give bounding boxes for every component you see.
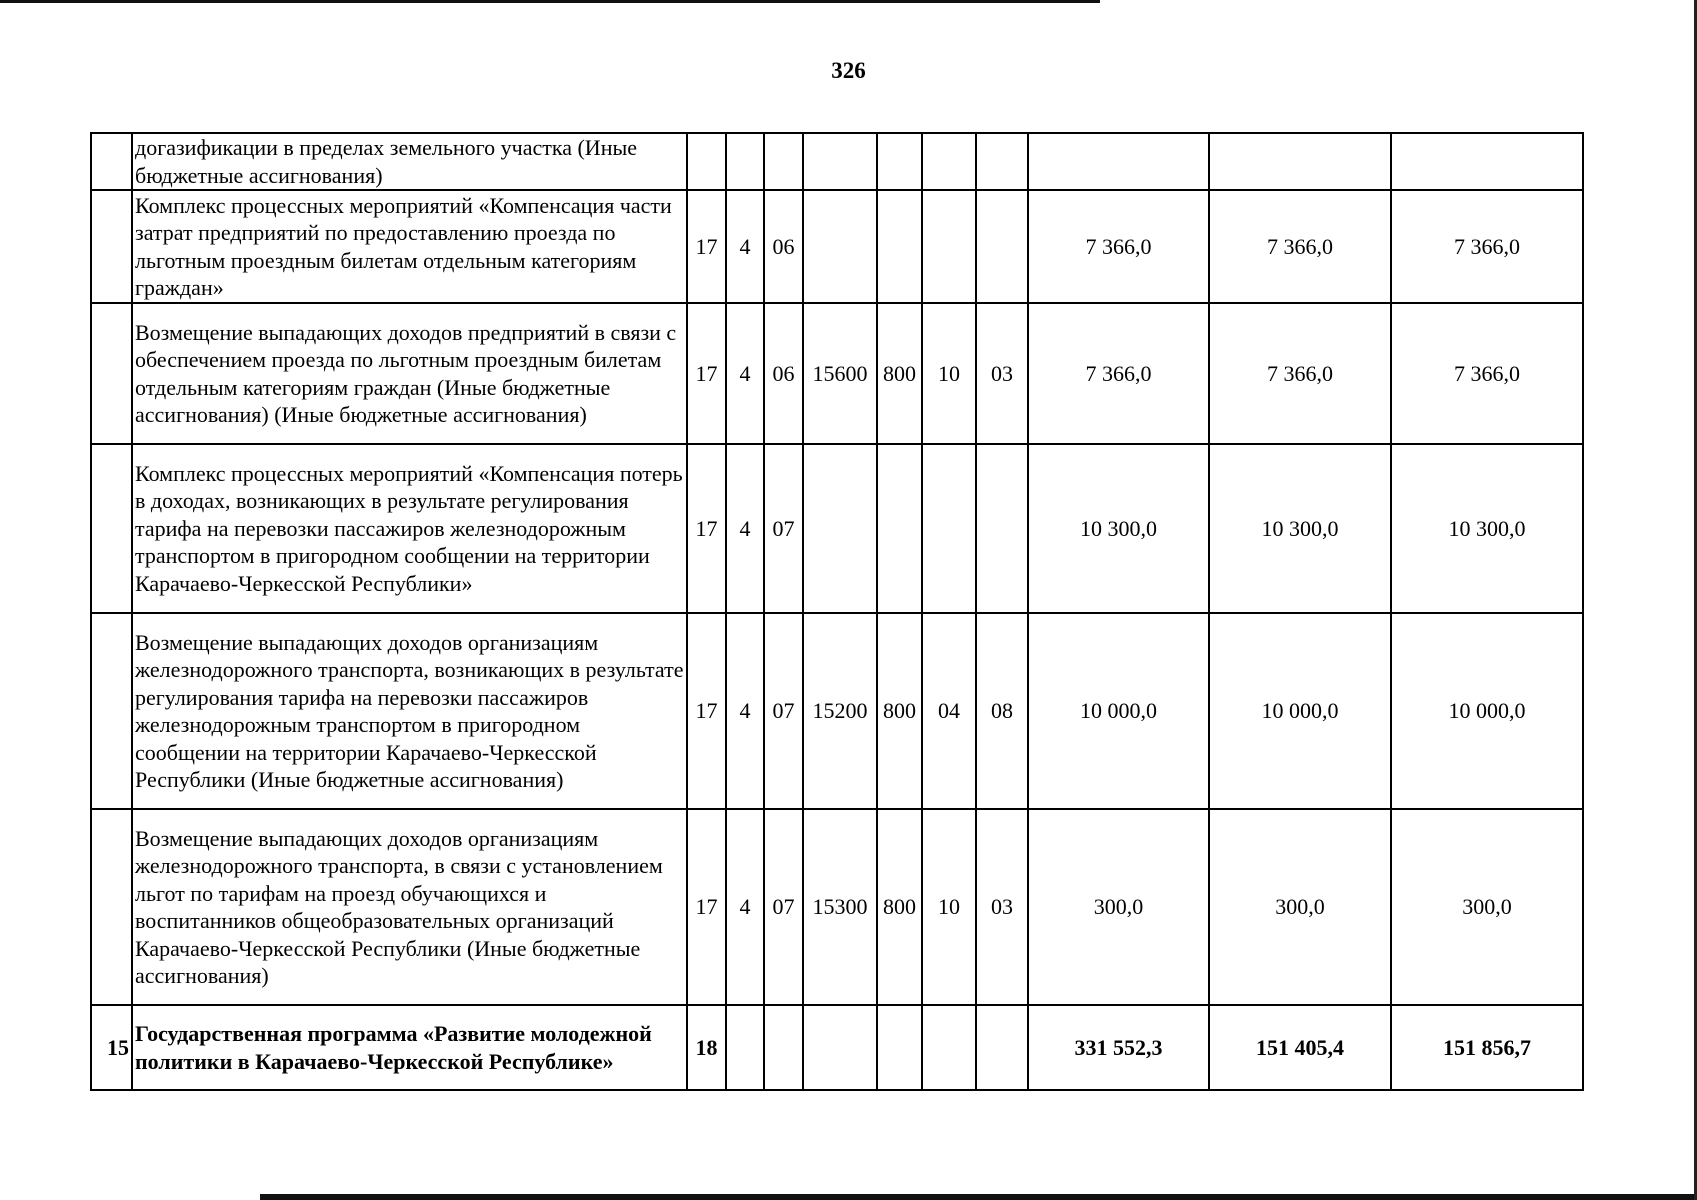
- code-cell: 4: [726, 613, 764, 809]
- row-description-cell: догазификации в пределах земельного участка (Иные бюджетные ассигнования): [132, 133, 687, 190]
- code-cell: 17: [687, 190, 726, 303]
- code-cell: 07: [764, 444, 803, 613]
- row-number-cell: [91, 133, 132, 190]
- table-row: [91, 613, 1583, 809]
- code-cell: 03: [976, 303, 1028, 444]
- scan-border-top: [0, 0, 1100, 3]
- amount-cell: 7 366,0: [1209, 303, 1391, 444]
- table-row: [91, 303, 1583, 444]
- code-cell: 17: [687, 444, 726, 613]
- code-cell: [877, 190, 922, 303]
- amount-cell: 10 300,0: [1028, 444, 1209, 613]
- code-cell: [976, 190, 1028, 303]
- code-cell: 15600: [803, 303, 877, 444]
- row-description-cell: Государственная программа «Развитие молодежной политики в Карачаево-Черкесской Республике»: [132, 1005, 687, 1090]
- amount-cell: 300,0: [1391, 809, 1583, 1005]
- code-cell: [922, 1005, 976, 1090]
- code-cell: 04: [922, 613, 976, 809]
- code-cell: 15200: [803, 613, 877, 809]
- code-cell: [976, 444, 1028, 613]
- code-cell: [877, 444, 922, 613]
- amount-cell: 10 300,0: [1209, 444, 1391, 613]
- code-cell: [687, 133, 726, 190]
- code-cell: 15300: [803, 809, 877, 1005]
- amount-cell: [1028, 133, 1209, 190]
- table-row: [91, 1005, 1583, 1090]
- amount-cell: 7 366,0: [1028, 303, 1209, 444]
- amount-cell: [1391, 133, 1583, 190]
- code-cell: 08: [976, 613, 1028, 809]
- amount-cell: 7 366,0: [1391, 190, 1583, 303]
- amount-cell: 10 300,0: [1391, 444, 1583, 613]
- code-cell: [877, 133, 922, 190]
- code-cell: 07: [764, 809, 803, 1005]
- table-row: [91, 809, 1583, 1005]
- code-cell: [922, 444, 976, 613]
- amount-cell: 151 856,7: [1391, 1005, 1583, 1090]
- amount-cell: 10 000,0: [1028, 613, 1209, 809]
- row-number-cell: 15: [91, 1005, 132, 1090]
- code-cell: [726, 1005, 764, 1090]
- code-cell: [922, 190, 976, 303]
- code-cell: [803, 190, 877, 303]
- code-cell: [803, 133, 877, 190]
- code-cell: 07: [764, 613, 803, 809]
- page-number: 326: [831, 58, 866, 83]
- code-cell: 800: [877, 613, 922, 809]
- code-cell: 17: [687, 303, 726, 444]
- code-cell: 4: [726, 809, 764, 1005]
- scan-border-bottom: [260, 1194, 1697, 1200]
- row-number-cell: [91, 303, 132, 444]
- table-row: [91, 444, 1583, 613]
- code-cell: 17: [687, 613, 726, 809]
- row-description-cell: Возмещение выпадающих доходов организациям железнодорожного транспорта, возникающих в результате регулирования тарифа на перевозки пассажиров железнодорожным транспортом в пригородном сообщении на территории Карачаево-Черкесской Республики (Иные бюджетные ассигнования): [132, 613, 687, 809]
- amount-cell: 10 000,0: [1391, 613, 1583, 809]
- row-description-cell: Комплекс процессных мероприятий «Компенсация потерь в доходах, возникающих в результате регулирования тарифа на перевозки пассажиров железнодорожным транспортом в пригородном сообщении на территории Карачаево-Черкесской Республики»: [132, 444, 687, 613]
- row-number-cell: [91, 190, 132, 303]
- amount-cell: 300,0: [1209, 809, 1391, 1005]
- row-description-cell: Возмещение выпадающих доходов организациям железнодорожного транспорта, в связи с установлением льгот по тарифам на проезд обучающихся и воспитанников общеобразовательных организаций Карачаево-Черкесской Республики (Иные бюджетные ассигнования): [132, 809, 687, 1005]
- amount-cell: 10 000,0: [1209, 613, 1391, 809]
- amount-cell: 7 366,0: [1028, 190, 1209, 303]
- code-cell: [976, 133, 1028, 190]
- code-cell: [877, 1005, 922, 1090]
- code-cell: [803, 444, 877, 613]
- code-cell: 10: [922, 303, 976, 444]
- amount-cell: 331 552,3: [1028, 1005, 1209, 1090]
- amount-cell: 7 366,0: [1391, 303, 1583, 444]
- row-number-cell: [91, 444, 132, 613]
- table-row: [91, 190, 1583, 303]
- table-row: [91, 133, 1583, 190]
- code-cell: [803, 1005, 877, 1090]
- code-cell: 18: [687, 1005, 726, 1090]
- code-cell: 06: [764, 303, 803, 444]
- code-cell: 17: [687, 809, 726, 1005]
- amount-cell: 300,0: [1028, 809, 1209, 1005]
- code-cell: 800: [877, 303, 922, 444]
- row-description-cell: Комплекс процессных мероприятий «Компенсация части затрат предприятий по предоставлению проезда по льготным проездным билетам отдельным категориям граждан»: [132, 190, 687, 303]
- amount-cell: 151 405,4: [1209, 1005, 1391, 1090]
- code-cell: 10: [922, 809, 976, 1005]
- code-cell: 4: [726, 303, 764, 444]
- budget-table: [90, 132, 1584, 1091]
- code-cell: [976, 1005, 1028, 1090]
- row-description-cell: Возмещение выпадающих доходов предприятий в связи с обеспечением проезда по льготным проездным билетам отдельным категориям граждан (Иные бюджетные ассигнования) (Иные бюджетные ассигнования): [132, 303, 687, 444]
- amount-cell: 7 366,0: [1209, 190, 1391, 303]
- code-cell: [764, 133, 803, 190]
- code-cell: 800: [877, 809, 922, 1005]
- row-number-cell: [91, 613, 132, 809]
- code-cell: [922, 133, 976, 190]
- code-cell: [764, 1005, 803, 1090]
- code-cell: 06: [764, 190, 803, 303]
- code-cell: 4: [726, 444, 764, 613]
- row-number-cell: [91, 809, 132, 1005]
- code-cell: 03: [976, 809, 1028, 1005]
- amount-cell: [1209, 133, 1391, 190]
- code-cell: 4: [726, 190, 764, 303]
- code-cell: [726, 133, 764, 190]
